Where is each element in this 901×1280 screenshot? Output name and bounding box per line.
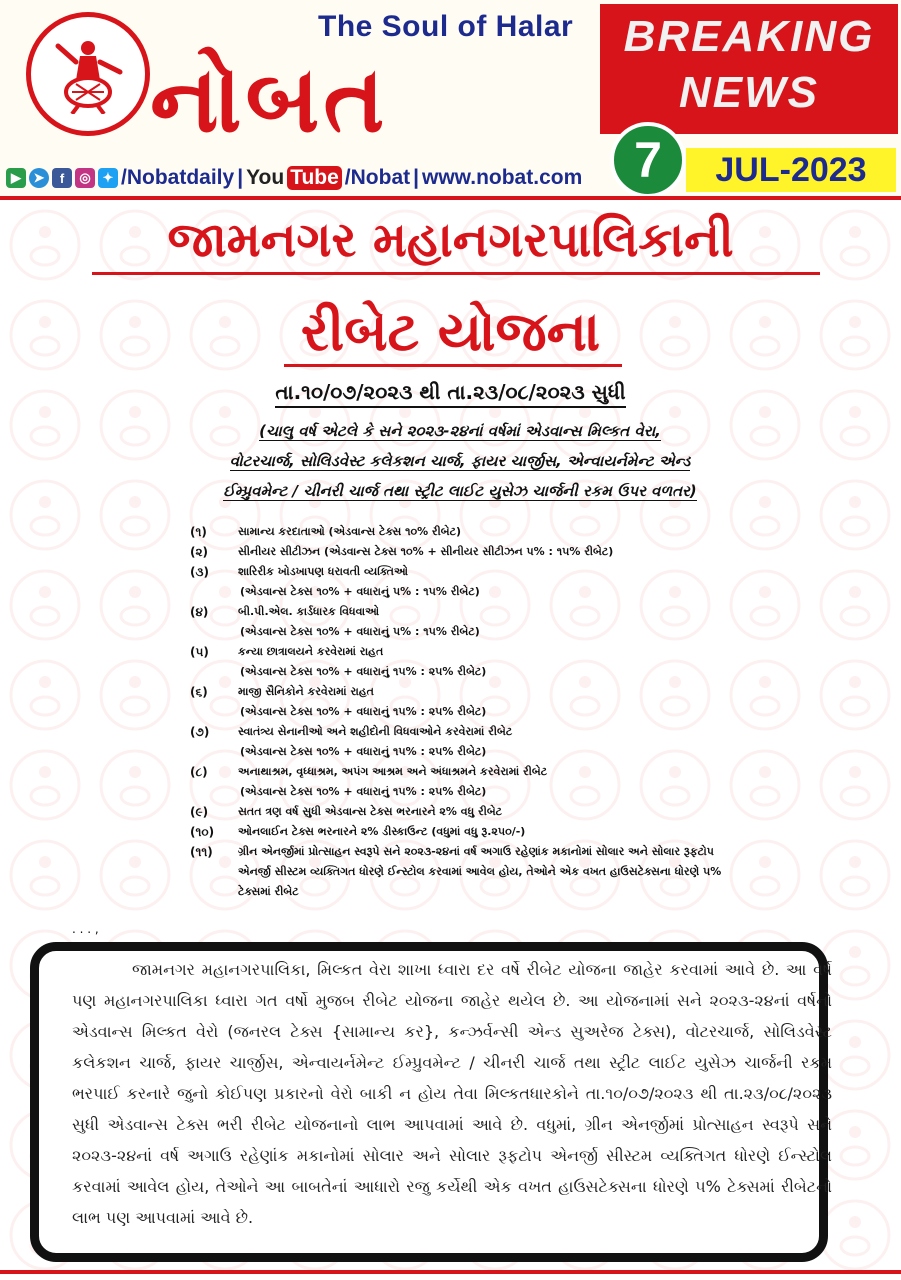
rebate-list bbox=[190, 522, 750, 902]
social-links bbox=[6, 164, 582, 192]
separator: | bbox=[413, 166, 420, 189]
separator: | bbox=[237, 166, 244, 189]
twitter-icon[interactable]: ✦ bbox=[98, 168, 118, 188]
breaking-news-banner bbox=[600, 4, 898, 134]
footer-divider bbox=[0, 1270, 901, 1274]
masthead bbox=[0, 0, 901, 200]
list-item: (૬) માજી સૈનિકોને કરવેરામાં રાહત (એડવાન્સ ટેક્સ ૧૦% + વધારાનું ૧૫% : ૨૫% રીબેટ) bbox=[190, 685, 487, 718]
telegram-icon[interactable]: ➤ bbox=[29, 168, 49, 188]
date-range: તા.૧૦/૦૭/૨૦૨૩ થી તા.૨૩/૦૮/૨૦૨૩ સુધી bbox=[0, 380, 901, 404]
news-label: NEWS bbox=[679, 68, 819, 117]
intro-text: (ચાલુ વર્ષ એટલે કે સને ૨૦૨૩-૨૪નાં વર્ષમાં એડવાન્સ મિલ્કત વેરા, વોટરચાર્જ, સોલિડવેસ્ટ કલેકશન ચાર્જ, ફાયર ચાર્જીસ, એન્વાયર્નમેન્ટ એન્ડ ઈમ્પ્રુવમેન્ટ / ચીનરી ચાર્જ તથા સ્ટ્રીટ લાઈટ યુસેઝ ચાર્જની રકમ ઉપર વળતર) bbox=[223, 422, 697, 500]
list-item: (૯) સતત ત્રણ વર્ષ સુધી એડવાન્સ ટેક્સ ભરનારને ૨% વધુ રીબેટ bbox=[190, 805, 503, 819]
summary-paragraph: જામનગર મહાનગરપાલિકા, મિલ્કત વેરા શાખા ધ્વારા દર વર્ષે રીબેટ યોજના જાહેર કરવામાં આવે છે. આ વર્ષે પણ મહાનગરપાલિકા ધ્વારા ગત વર્ષો મુજબ રીબેટ યોજના જાહેર થયેલ છે. આ યોજનામાં સને ૨૦૨૩-૨૪નાં વર્ષનો એડવાન્સ મિલ્કત વેરો (જનરલ ટેક્સ {સામાન્ય કર}, કન્ઝર્વન્સી એન્ડ સુઅરેજ ટેક્સ), વોટરચાર્જ, સોલિડવેસ્ટ કલેકશન ચાર્જ, ફાયર ચાર્જીસ, એન્વાયર્નમેન્ટ ઈમ્પ્રુવમેન્ટ / ચીનરી ચાર્જ તથા સ્ટ્રીટ લાઈટ યુસેઝ ચાર્જની રકમ ભરપાઈ કરનારે જુનો કોઈપણ પ્રકારનો વેરો બાકી ન હોય તેવા મિલ્કતધારકોને તા.૧૦/૦૭/૨૦૨૩ થી તા.૨૩/૦૮/૨૦૨૩ સુધી એડવાન્સ ટેક્સ ભરી રીબેટ યોજનાનો લાભ આપવામાં આવે છે. વધુમાં, ગ્રીન એનર્જીમાં પ્રોત્સાહન સ્વરૂપે સને ૨૦૨૩-૨૪નાં વર્ષ અગાઉ રહેણાંક મકાનોમાં સોલાર અને સોલાર રૂફટોપ એનર્જી સીસ્ટમ વ્યક્તિગત ધોરણે ઈન્સ્ટોલ કરવામાં આવેલ હોય, તેઓને આ બાબતેનાં આધારો રજુ કર્યેથી એક વખત હાઉસટેક્સના ધોરણે ૫% ટેક્સમાં રીબેટનો લાભ પણ આપવામાં આવે છે. bbox=[72, 960, 833, 1227]
list-item: (૭) સ્વાતંત્ર્ય સેનાનીઓ અને શહીદોની વિધવાઓને કરવેરામાં રીબેટ (એડવાન્સ ટેક્સ ૧૦% + વધારાનું ૧૫% : ૨૫% રીબેટ) bbox=[190, 725, 513, 758]
headline-underline bbox=[92, 272, 820, 275]
facebook-handle[interactable]: /Nobatdaily bbox=[121, 166, 235, 189]
youtube-you-text[interactable]: You bbox=[246, 166, 285, 189]
play-store-icon[interactable]: ▶ bbox=[6, 168, 26, 188]
list-item: (૨) સીનીયર સીટીઝન (એડવાન્સ ટેક્સ ૧૦% + સીનીયર સીટીઝન પ% : ૧૫% રીબેટ) bbox=[190, 545, 614, 559]
list-item: (૮) અનાથાશ્રમ, વૃધ્ધાશ્રમ, અપંગ આશ્રમ અને અંધાશ્રમને કરવેરામાં રીબેટ (એડવાન્સ ટેક્સ ૧૦% + વધારાનું ૧૫% : ૨૫% રીબેટ) bbox=[190, 765, 548, 798]
headline-line-2: રીબેટ યોજના bbox=[300, 300, 601, 363]
instagram-icon[interactable]: ◎ bbox=[75, 168, 95, 188]
day-badge: 7 bbox=[610, 122, 686, 198]
breaking-label: BREAKING bbox=[623, 12, 875, 61]
drummer-logo-icon bbox=[50, 36, 126, 114]
tagline: The Soul of Halar bbox=[318, 10, 574, 43]
headline-underline bbox=[284, 364, 622, 367]
list-item: (૧૧) ગ્રીન એનર્જીમાં પ્રોત્સાહન સ્વરૂપે સને ૨૦૨૩-૨૪નાં વર્ષ અગાઉ રહેણાંક મકાનોમાં સોલાર અને સોલાર રૂફટોપ એનર્જી સીસ્ટમ વ્યક્તિગત ધોરણે ઈન્સ્ટોલ કરવામાં આવેલ હોય, તેઓને એક વખત હાઉસટેક્સના ધોરણે ૫% ટેક્સમાં રીબેટ bbox=[190, 845, 722, 898]
website-link[interactable]: www.nobat.com bbox=[422, 166, 583, 189]
list-item: (૩) શારિરીક ખોડખાપણ ધરાવતી વ્યક્તિઓ (એડવાન્સ ટેક્સ ૧૦% + વધારાનું પ% : ૧૫% રીબેટ) bbox=[190, 565, 480, 598]
list-item: (૧) સામાન્ય કરદાતાઓ (એડવાન્સ ટેક્સ ૧૦% રીબેટ) bbox=[190, 525, 462, 539]
month-year-badge: JUL-2023 bbox=[686, 148, 896, 192]
brand-text: નોબત bbox=[150, 45, 389, 153]
list-item: (૧૦) ઓનલાઈન ટેક્સ ભરનારને ૨% ડીસ્કાઉન્ટ (વધુમાં વધુ રૂ.૨૫૦/-) bbox=[190, 825, 526, 839]
brand-wordmark bbox=[150, 40, 600, 158]
dots-text: . . . , bbox=[72, 922, 99, 936]
list-item: (૪) બી.પી.એલ. કાર્ડધારક વિધવાઓ (એડવાન્સ ટેક્સ ૧૦% + વધારાનું પ% : ૧૫% રીબેટ) bbox=[190, 605, 480, 638]
list-item: (૫) કન્યા છાત્રાલયને કરવેરામાં રાહત (એડવાન્સ ટેક્સ ૧૦% + વધારાનું ૧૫% : ૨૫% રીબેટ) bbox=[190, 645, 487, 678]
youtube-handle[interactable]: /Nobat bbox=[344, 166, 411, 189]
headline-line-1: જામનગર મહાનગરપાલિકાની bbox=[167, 212, 734, 268]
youtube-icon[interactable]: Tube bbox=[287, 166, 342, 190]
facebook-icon[interactable]: f bbox=[52, 168, 72, 188]
